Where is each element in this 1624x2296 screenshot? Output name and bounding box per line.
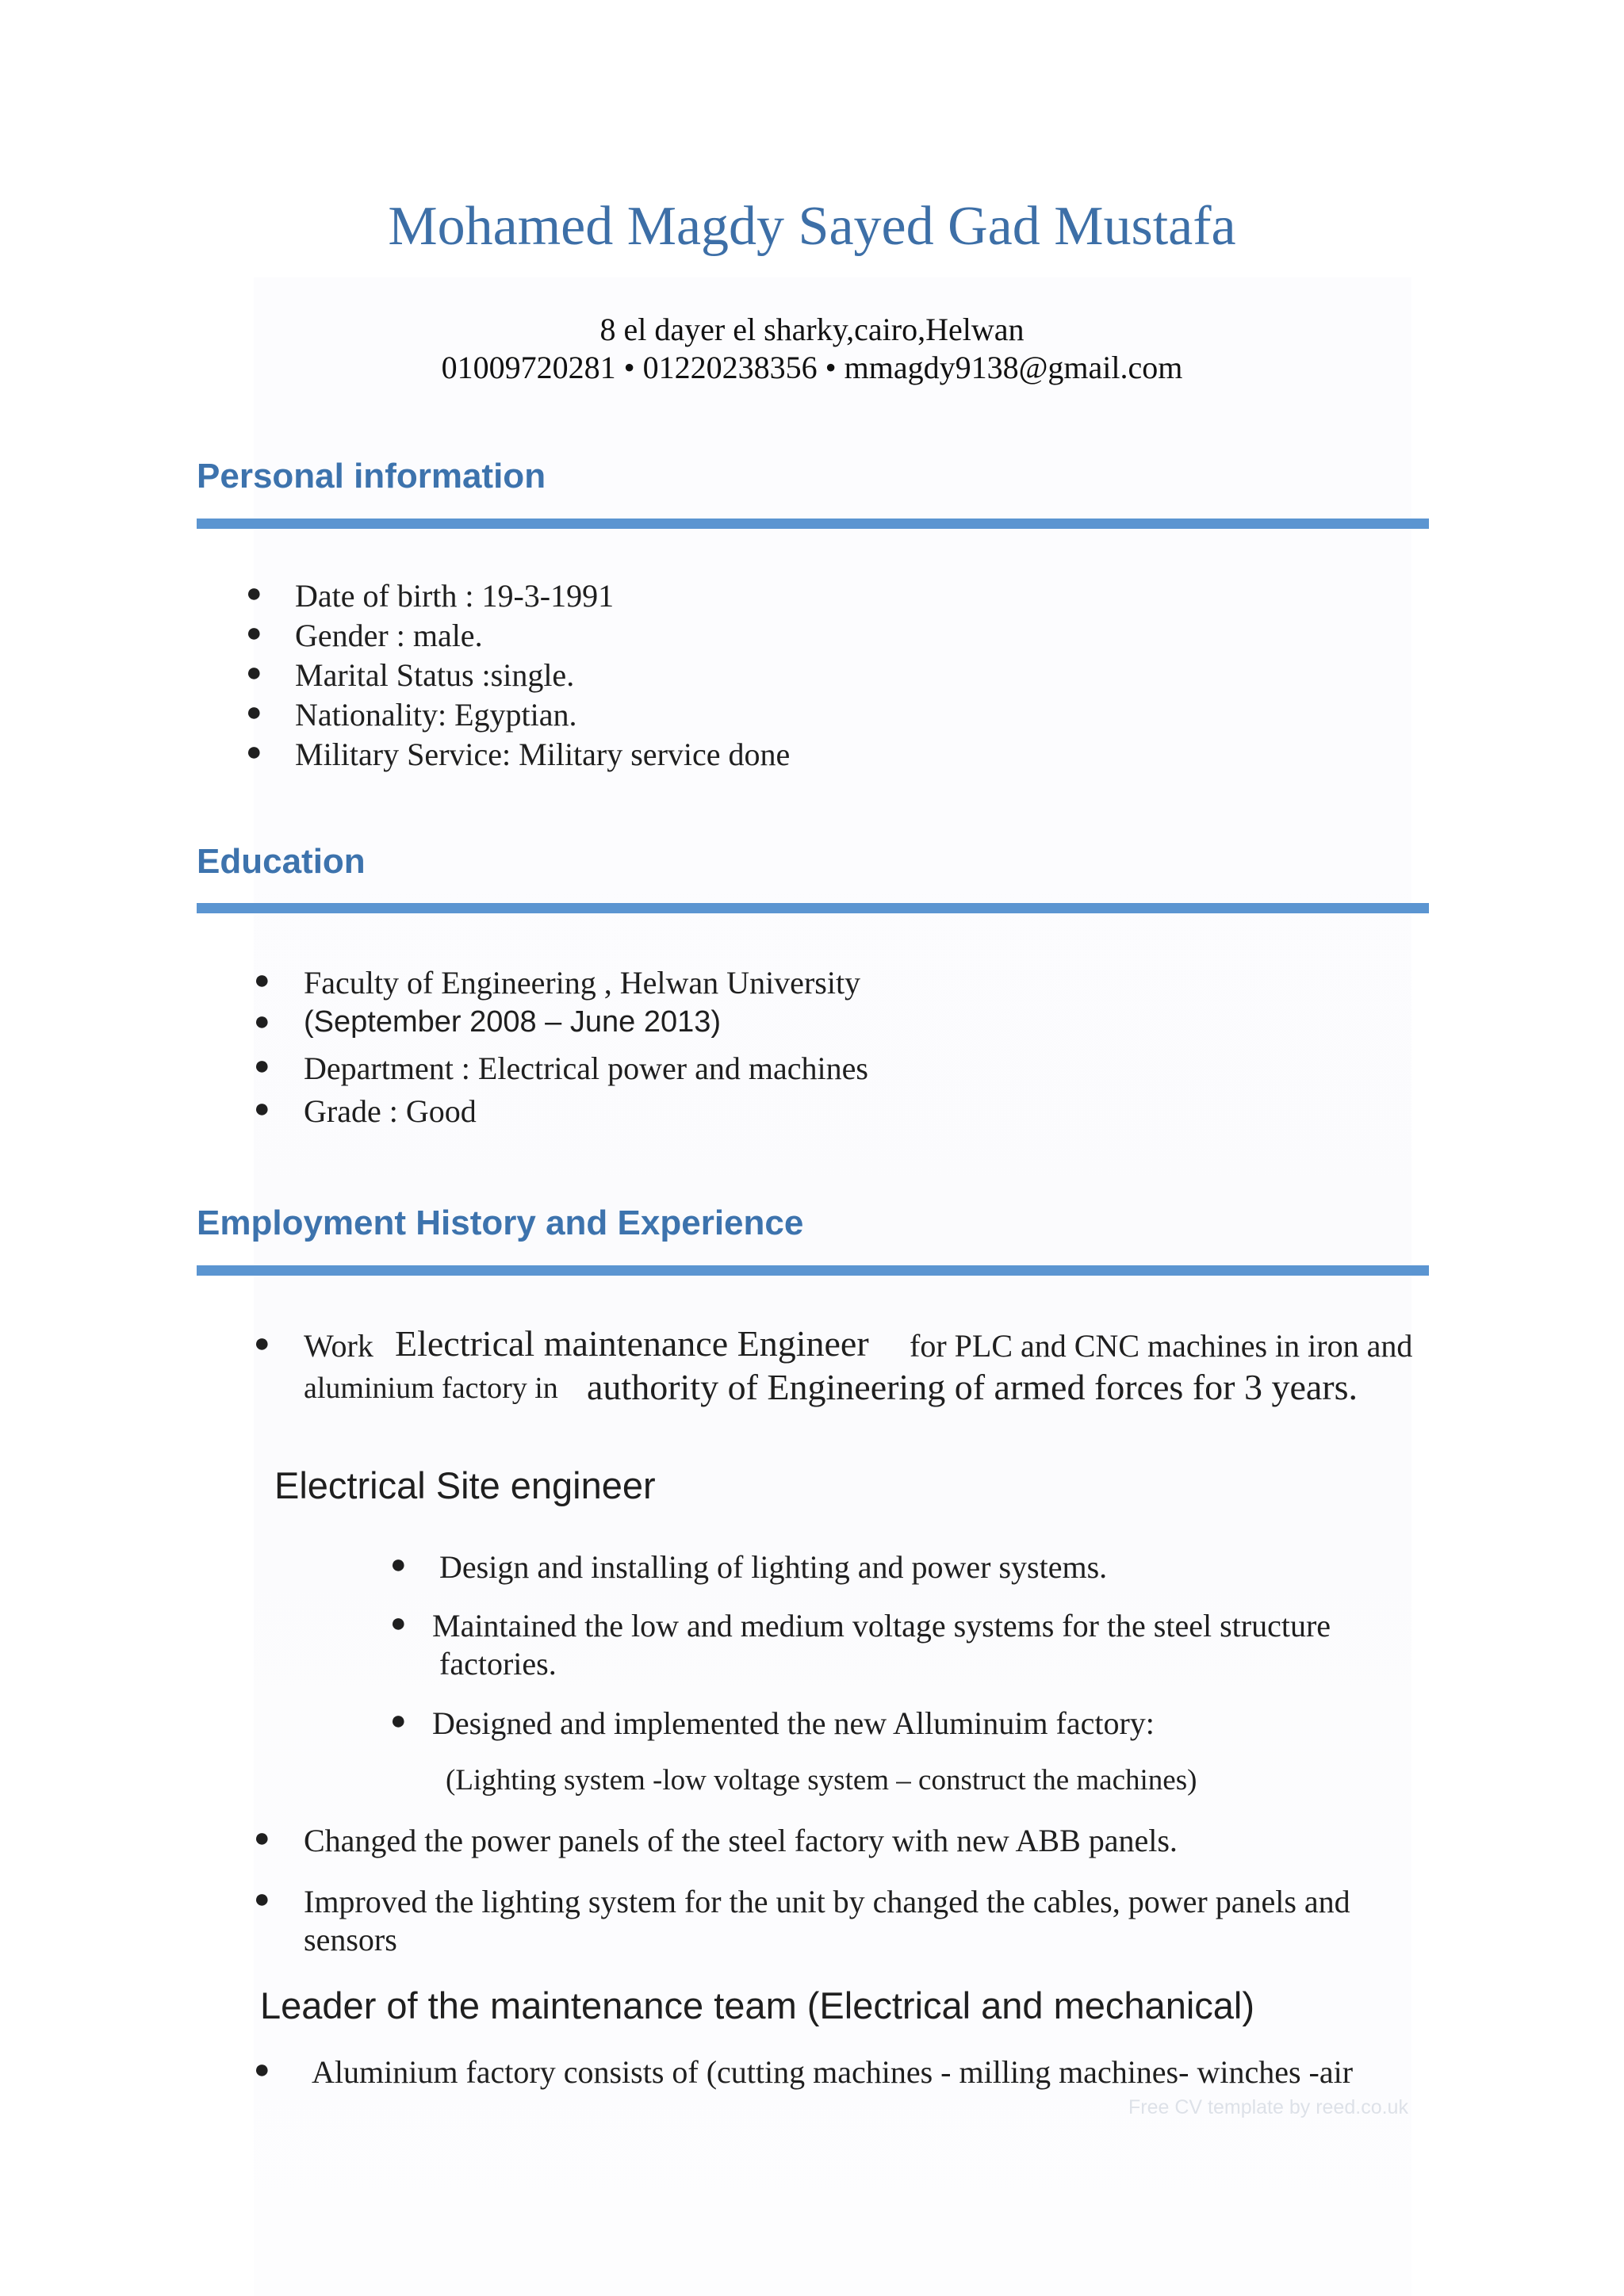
section-heading-education: Education — [197, 842, 366, 881]
bullet-icon: ● — [246, 579, 262, 608]
bullet-icon: ● — [246, 737, 262, 767]
contact-line: 01009720281 • 01220238356 • mmagdy9138@gmail.com — [441, 350, 1183, 385]
list-item-note: (Lighting system -low voltage system – construct the machines) — [446, 1764, 1197, 1797]
bullet-icon: ● — [390, 1706, 407, 1735]
bullet-icon: ● — [246, 618, 262, 648]
section-heading-employment: Employment History and Experience — [197, 1203, 804, 1242]
watermark: Free CV template by reed.co.uk — [1128, 2096, 1408, 2118]
bullet-icon: ● — [254, 1885, 270, 1914]
bullet-icon: ● — [254, 966, 270, 995]
section-rule — [197, 1265, 1429, 1276]
bullet-icon: ● — [254, 1007, 270, 1036]
bullet-icon: ● — [254, 1051, 270, 1081]
section-rule — [197, 903, 1429, 913]
bullet-icon: ● — [254, 1094, 270, 1123]
bullet-icon: ● — [246, 658, 262, 687]
section-rule — [197, 519, 1429, 529]
bullet-icon: ● — [246, 698, 262, 727]
bullet-icon: ● — [390, 1550, 407, 1579]
bullet-icon: ● — [254, 1329, 270, 1358]
address: 8 el dayer el sharky,cairo,Helwan — [599, 312, 1025, 347]
section-heading-personal: Personal information — [197, 457, 546, 496]
subheading-site-engineer: Electrical Site engineer — [274, 1464, 656, 1506]
bullet-icon: ● — [254, 2055, 270, 2084]
subheading-leader: Leader of the maintenance team (Electrical and mechanical) — [260, 1984, 1255, 2026]
candidate-name: Mohamed Magdy Sayed Gad Mustafa — [388, 196, 1236, 257]
bullet-icon: ● — [390, 1609, 407, 1638]
bullet-icon: ● — [254, 1823, 270, 1853]
